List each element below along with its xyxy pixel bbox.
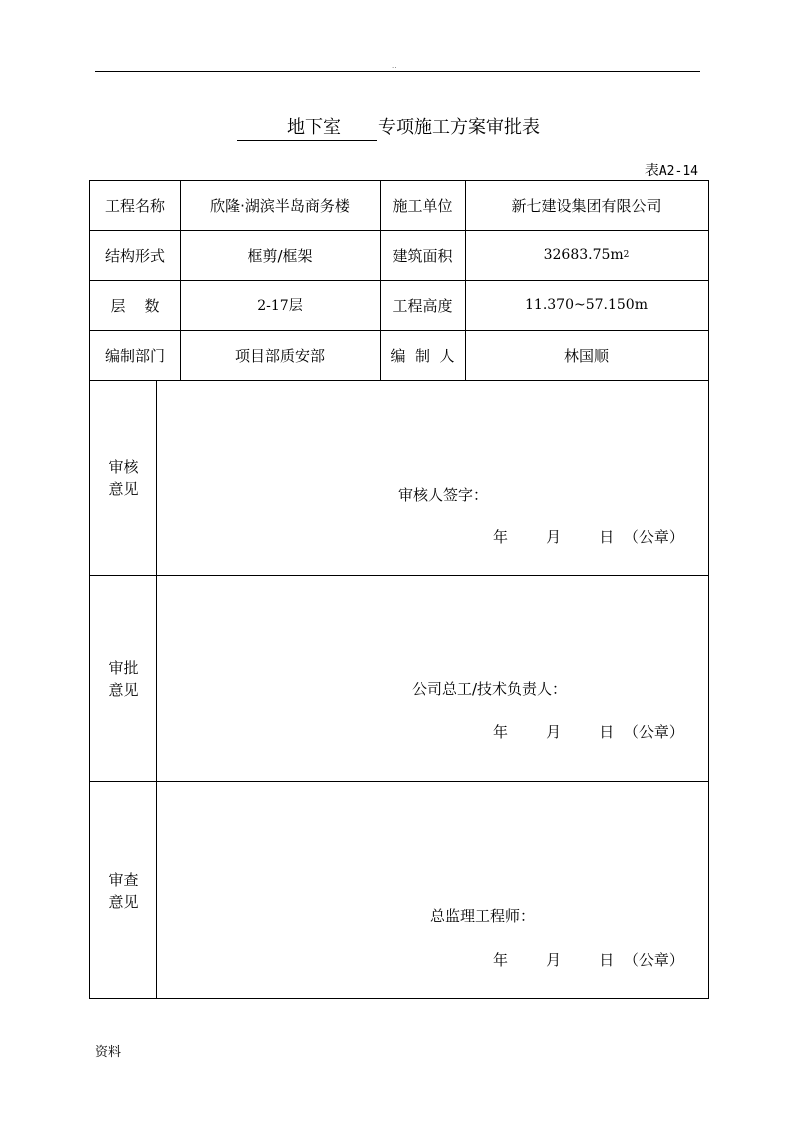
header-rule	[95, 71, 700, 72]
info-label: 层 数	[110, 296, 160, 315]
date-seal-line: 年 月 日 （公章）	[493, 528, 684, 546]
info-value: 欣隆·湖滨半岛商务楼	[210, 197, 350, 215]
section-label-line: 意见	[108, 681, 139, 699]
info-label: 编制部门	[104, 346, 165, 365]
info-label: 建筑面积	[392, 246, 453, 265]
date-seal-line: 年 月 日 （公章）	[493, 951, 684, 969]
title-underline-post	[349, 116, 377, 141]
approval-form-table	[89, 180, 709, 999]
date-seal-line: 年 月 日 （公章）	[493, 723, 684, 741]
info-value: 项目部质安部	[234, 346, 325, 365]
info-label: 施工单位	[392, 197, 453, 215]
section-label-line: 审批	[108, 659, 139, 677]
info-value	[465, 230, 708, 280]
info-value: 2-17层	[257, 298, 303, 314]
section-label-line: 意见	[108, 480, 139, 498]
section-label-line: 意见	[108, 893, 139, 911]
building-area-value: 32683.75m	[543, 247, 624, 263]
header-dots: ..	[392, 62, 397, 70]
info-value: 框剪/框架	[247, 246, 313, 265]
info-value: 林国顺	[563, 346, 609, 365]
form-number-prefix: 表	[644, 163, 659, 179]
form-number-code: A2-14	[658, 164, 698, 179]
info-label: 编 制 人	[390, 346, 455, 365]
info-label: 工程高度	[392, 296, 453, 315]
title-project-part: 地下室	[287, 116, 349, 141]
row-divider	[90, 380, 708, 381]
footer-text: 资料	[95, 1045, 122, 1060]
signer-label: 审核人签字：	[398, 486, 489, 504]
section-label-line: 审查	[108, 871, 139, 889]
area-unit-exponent: 2	[623, 250, 630, 260]
info-label: 工程名称	[104, 197, 165, 215]
row-divider	[90, 781, 708, 782]
section-label	[90, 869, 157, 913]
section-label-line: 审核	[108, 458, 139, 476]
title-main: 专项施工方案审批表	[378, 117, 540, 138]
document-title	[0, 116, 794, 144]
section-label	[90, 456, 157, 500]
info-value: 11.370~57.150m	[525, 297, 648, 313]
info-label: 结构形式	[104, 246, 165, 265]
form-number	[645, 160, 698, 180]
signer-label: 总监理工程师：	[430, 907, 536, 925]
row-divider	[90, 575, 708, 576]
section-label	[90, 657, 157, 701]
info-value: 新七建设集团有限公司	[511, 197, 662, 215]
signer-label: 公司总工/技术负责人：	[412, 680, 568, 698]
title-underline-pre	[237, 116, 287, 141]
